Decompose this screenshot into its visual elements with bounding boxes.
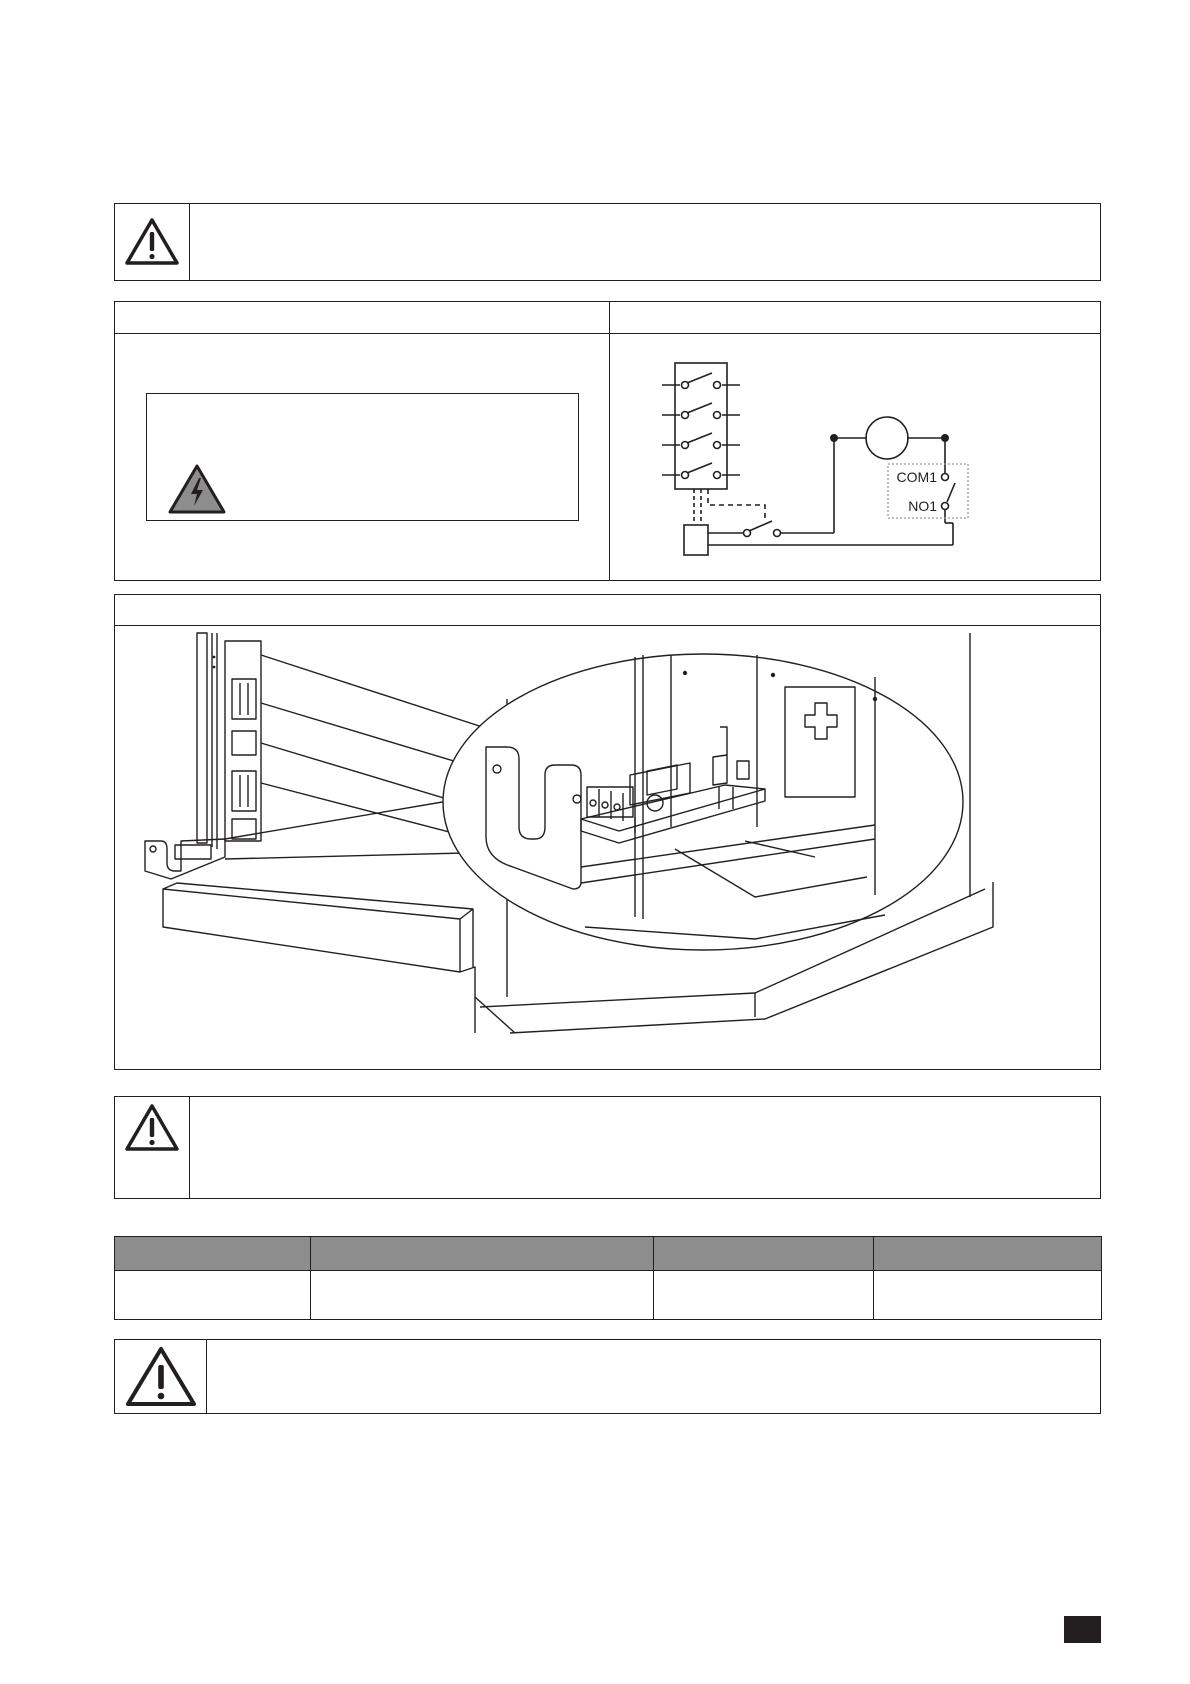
warning-box-top xyxy=(114,203,1101,281)
warning-icon-cell xyxy=(115,1340,207,1413)
figure-panel xyxy=(114,594,1101,1070)
detail-zoom-ellipse xyxy=(443,654,963,950)
relay-switch xyxy=(662,403,740,419)
reference-table xyxy=(114,1236,1102,1320)
warning-icon-cell xyxy=(115,1097,190,1198)
cabinet-installation-illustration xyxy=(115,627,1100,1067)
table-cell xyxy=(874,1271,1102,1320)
table-cell xyxy=(311,1271,654,1320)
relay-switch xyxy=(662,463,740,479)
table-header-row xyxy=(115,1237,1102,1271)
table-cell xyxy=(115,1271,311,1320)
install-panel xyxy=(114,301,1101,581)
wiring-diagram xyxy=(622,337,1092,577)
table-row xyxy=(115,1271,1102,1320)
warning-triangle-icon xyxy=(124,1103,180,1153)
danger-note-box xyxy=(146,393,579,521)
warning-icon-cell xyxy=(115,204,190,280)
warning-triangle-icon xyxy=(124,217,180,267)
install-panel-column-divider xyxy=(609,302,610,580)
motor-symbol xyxy=(866,417,908,459)
table-header-cell xyxy=(311,1237,654,1271)
relay-switch xyxy=(662,433,740,449)
relay-switch xyxy=(662,373,740,389)
table-header-cell xyxy=(115,1237,311,1271)
warning-triangle-icon xyxy=(125,1346,197,1408)
relay-coil xyxy=(684,525,708,555)
install-panel-header-divider xyxy=(115,333,1100,334)
warning-box-middle xyxy=(114,1096,1101,1199)
electric-hazard-icon xyxy=(167,463,227,515)
table-cell xyxy=(654,1271,874,1320)
figure-panel-header-divider xyxy=(115,625,1100,626)
page-number-badge xyxy=(1064,1616,1101,1643)
terminal-com1-label: COM1 xyxy=(896,469,937,485)
terminal-no1-label: NO1 xyxy=(908,498,937,514)
warning-box-bottom xyxy=(114,1339,1101,1414)
table-header-cell xyxy=(654,1237,874,1271)
table-header-cell xyxy=(874,1237,1102,1271)
